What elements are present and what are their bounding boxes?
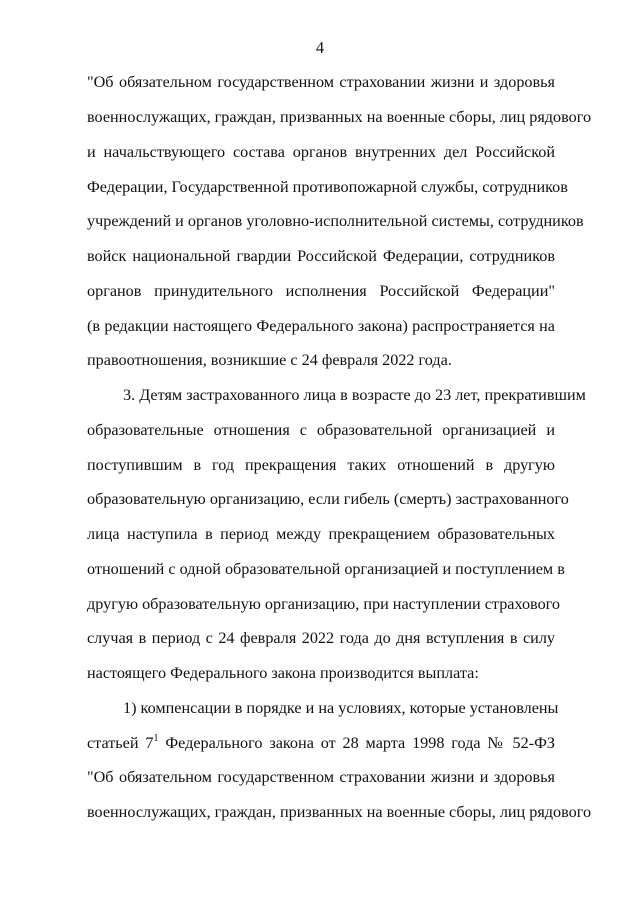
text-line: настоящего Федерального закона производится выплата:: [87, 664, 479, 682]
page-number: 4: [315, 38, 325, 57]
text-fragment: статьей 7: [87, 734, 154, 752]
text-line: Федерации, Государственной противопожарной службы, сотрудников: [87, 178, 568, 196]
text-fragment: Федерального закона от 28 марта 1998 года № 52-ФЗ: [158, 734, 555, 752]
text-line: 1) компенсации в порядке и на условиях, которые установлены: [123, 699, 559, 717]
text-line: случая в период с 24 февраля 2022 года до дня вступления в силу: [87, 629, 555, 647]
text-line: "Об обязательном государственном страховании жизни и здоровья: [87, 768, 555, 786]
text-line: (в редакции настоящего Федерального закона) распространяется на: [87, 317, 555, 335]
text-line: лица наступила в период между прекращением образовательных: [87, 525, 555, 543]
text-line: 3. Детям застрахованного лица в возрасте до 23 лет, прекратившим: [123, 386, 586, 404]
text-line: "Об обязательном государственном страховании жизни и здоровья: [87, 73, 555, 91]
text-line: органов принудительного исполнения Российской Федерации": [87, 282, 555, 300]
text-line: поступившим в год прекращения таких отношений в другую: [87, 456, 555, 474]
text-line: войск национальной гвардии Российской Федерации, сотрудников: [87, 247, 555, 265]
text-line: [87, 733, 555, 753]
text-line: военнослужащих, граждан, призванных на военные сборы, лиц рядового: [87, 803, 592, 821]
text-line: другую образовательную организацию, при наступлении страхового: [87, 595, 561, 613]
text-line: военнослужащих, граждан, призванных на военные сборы, лиц рядового: [87, 108, 592, 126]
text-line: образовательные отношения с образовательной организацией и: [87, 421, 555, 439]
text-line: и начальствующего состава органов внутренних дел Российской: [87, 143, 555, 161]
text-line: правоотношения, возникшие с 24 февраля 2022 года.: [87, 351, 452, 369]
text-line: учреждений и органов уголовно-исполнительной системы, сотрудников: [87, 212, 584, 230]
text-line: отношений с одной образовательной организацией и поступлением в: [87, 560, 565, 578]
superscript: 1: [153, 732, 159, 744]
text-line: образовательную организацию, если гибель (смерть) застрахованного: [87, 490, 569, 508]
